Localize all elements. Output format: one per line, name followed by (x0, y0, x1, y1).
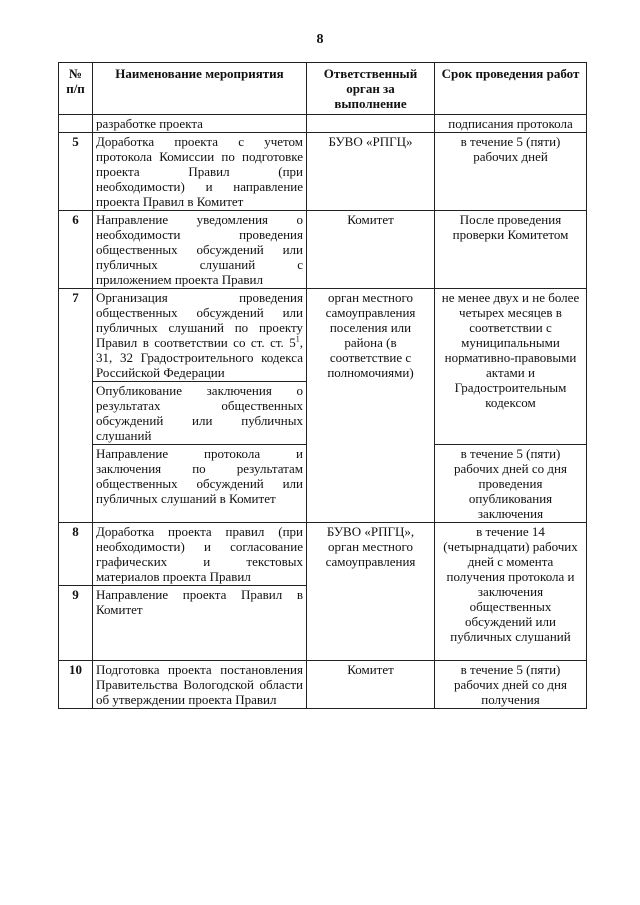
row-number: 8 (59, 523, 93, 586)
responsible-org: БУВО «РПГЦ» (307, 133, 435, 211)
table-row-5 (59, 133, 587, 211)
header-name: Наименование мероприятия (93, 63, 307, 115)
event-name-prefix: Организация проведения общественных обсуждений или публичных слушаний по проекту Правил в соответствии со ст. ст. 5 (96, 290, 303, 350)
responsible-org: Комитет (307, 211, 435, 289)
cont-num (59, 115, 93, 133)
deadline: После проведения проверки Комитетом (435, 211, 587, 289)
cont-term: подписания протокола (435, 115, 587, 133)
deadline: не менее двух и не более четырех месяцев в соответствии с муниципальными нормативно-правовыми актами и Градостроительным кодексом (435, 289, 587, 445)
table-row-7a (59, 289, 587, 382)
deadline: в течение 5 (пяти) рабочих дней (435, 133, 587, 211)
event-name: Подготовка проекта постановления Правительства Вологодской области об утверждении проекта Правил (93, 661, 307, 709)
event-name: Направление уведомления о необходимости проведения общественных обсуждений или публичных слушаний с приложением проекта Правил (93, 211, 307, 289)
table-row-continuation (59, 115, 587, 133)
superscript: 1 (295, 334, 300, 344)
table-row-8 (59, 523, 587, 586)
row-number: 7 (59, 289, 93, 523)
header-num: № п/п (59, 63, 93, 115)
page-number: 8 (316, 32, 324, 47)
row-number: 10 (59, 661, 93, 709)
deadline: в течение 5 (пяти) рабочих дней со дня проведения опубликования заключения (435, 445, 587, 523)
event-name: Доработка проекта с учетом протокола Комиссии по подготовке проекта Правил (при необходимости) и направление проекта Правил в Комитет (93, 133, 307, 211)
event-name (93, 289, 307, 382)
cont-org (307, 115, 435, 133)
cont-name: разработке проекта (93, 115, 307, 133)
table-row-10 (59, 661, 587, 709)
event-name: Доработка проекта правил (при необходимости) и согласование графических и текстовых материалов проекта Правил (93, 523, 307, 586)
event-name: Направление проекта Правил в Комитет (93, 586, 307, 661)
responsible-org: Комитет (307, 661, 435, 709)
responsible-org: орган местного самоуправления поселения или района (в соответствие с полномочиями) (307, 289, 435, 523)
row-number: 6 (59, 211, 93, 289)
header-org: Ответственный орган за выполнение (307, 63, 435, 115)
table-row-6 (59, 211, 587, 289)
header-row (59, 63, 587, 115)
deadline: в течение 5 (пяти) рабочих дней со дня получения (435, 661, 587, 709)
deadline: в течение 14 (четырнадцати) рабочих дней с момента получения протокола и заключения общественных обсуждений или публичных слушаний (435, 523, 587, 661)
row-number: 5 (59, 133, 93, 211)
event-name: Направление протокола и заключения по результатам общественных обсуждений или публичных слушаний в Комитет (93, 445, 307, 523)
event-name: Опубликование заключения о результатах общественных обсуждений или публичных слушаний (93, 382, 307, 445)
plan-table (58, 62, 587, 709)
row-number: 9 (59, 586, 93, 661)
header-term: Срок проведения работ (435, 63, 587, 115)
responsible-org: БУВО «РПГЦ», орган местного самоуправления (307, 523, 435, 661)
event-name-suffix: , 31, 32 Градостроительного кодекса Российской Федерации (96, 335, 303, 380)
